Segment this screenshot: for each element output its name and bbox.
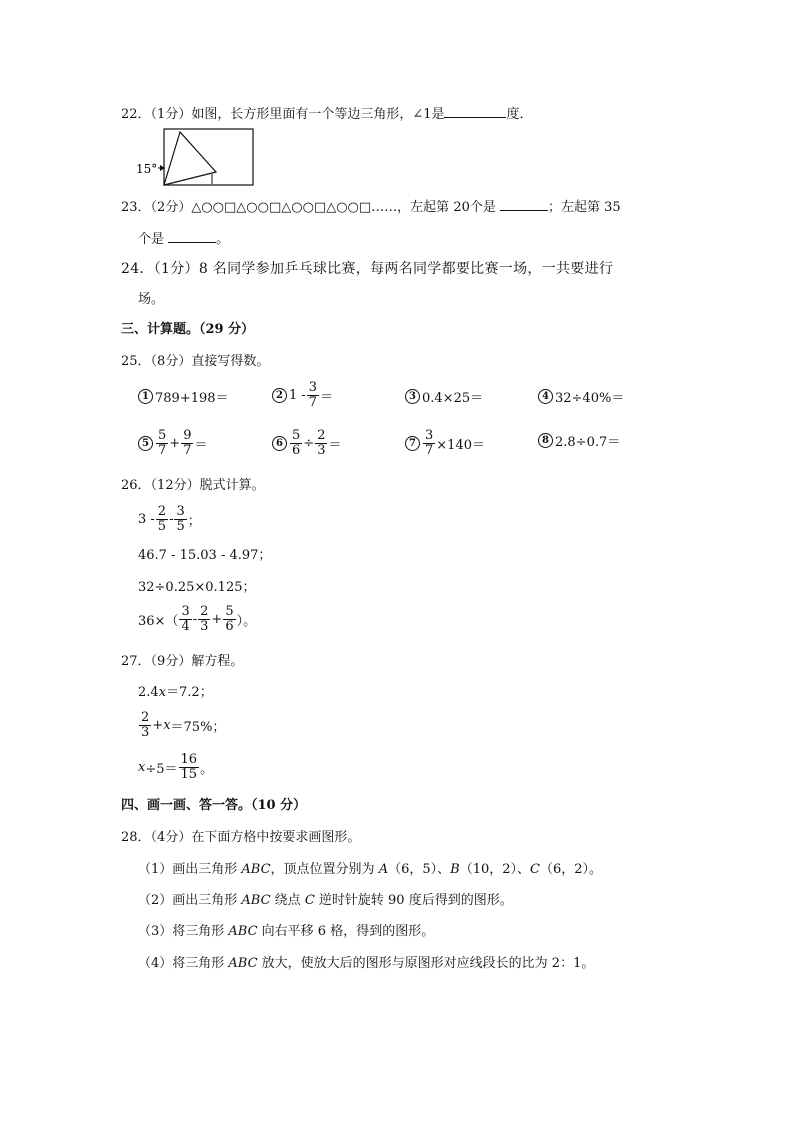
expression: 1 - xyxy=(289,388,306,403)
point-label: A xyxy=(378,862,389,877)
answer-blank[interactable] xyxy=(444,104,506,118)
item-number: 3 xyxy=(405,389,420,404)
denominator: 5 xyxy=(176,519,185,534)
punctuation: 。 xyxy=(200,762,214,777)
question-23 xyxy=(121,197,621,217)
equilateral-triangle xyxy=(164,132,216,185)
q26-expression-1 xyxy=(138,505,201,534)
triangle-name: ABC xyxy=(241,862,271,877)
q22-suffix: 度． xyxy=(506,107,533,122)
item-number: 5 xyxy=(138,436,153,451)
q26-expression-3: 32÷0.25×0.125； xyxy=(138,580,256,595)
numerator: 3 xyxy=(176,504,185,519)
section-heading-4: 四、画一画、答一答。（10 分） xyxy=(121,798,307,813)
operator: + xyxy=(152,718,164,733)
section-heading-3: 三、计算题。（29 分） xyxy=(121,322,255,337)
variable: x xyxy=(138,760,146,775)
numerator: 5 xyxy=(292,428,301,443)
q23-text-3: 个是 xyxy=(138,232,169,247)
denominator: 7 xyxy=(425,443,434,458)
expression: ×140＝ xyxy=(436,438,485,453)
q28-step-2 xyxy=(138,892,513,910)
numerator: 5 xyxy=(158,428,167,443)
calc-item-5 xyxy=(138,429,207,458)
text: 放大，使放大后的图形与原图形对应线段长的比为 2：1。 xyxy=(257,956,595,971)
operator: + xyxy=(169,436,181,451)
denominator: 7 xyxy=(158,443,167,458)
fraction xyxy=(179,605,191,634)
fraction xyxy=(174,505,186,534)
item-number: 7 xyxy=(405,436,420,451)
text: （6，5）、 xyxy=(388,862,451,877)
calc-item-8 xyxy=(538,429,620,451)
punctuation: ）。 xyxy=(236,614,257,629)
question-27-title: 27．（9分）解方程。 xyxy=(121,654,244,669)
item-number: 1 xyxy=(138,389,153,404)
question-25-title: 25．（8分）直接写得数。 xyxy=(121,354,270,369)
punctuation: ； xyxy=(187,514,201,529)
calc-item-6 xyxy=(272,429,341,458)
text: （2）画出三角形 xyxy=(138,893,242,908)
point-label: B xyxy=(450,862,460,877)
rectangle-triangle-figure xyxy=(136,128,256,188)
variable: x xyxy=(158,685,167,700)
angle-15-label: 15° xyxy=(136,162,158,176)
answer-blank[interactable] xyxy=(500,197,548,211)
fraction xyxy=(423,429,435,458)
triangle-name: ABC xyxy=(228,956,258,971)
calc-item-7 xyxy=(405,429,485,458)
text: （4）将三角形 xyxy=(138,956,229,971)
calc-item-1 xyxy=(138,385,229,407)
fraction xyxy=(179,753,200,782)
numerator: 5 xyxy=(225,604,234,619)
expression: 0.4×25＝ xyxy=(422,390,484,406)
calc-item-3 xyxy=(405,385,483,407)
rectangle xyxy=(164,129,253,185)
question-24: 24．（1分）8 名同学参加乒乓球比赛，每两名同学都要比赛一场，一共要进行 xyxy=(121,261,614,277)
denominator: 5 xyxy=(157,519,167,534)
text: ，顶点位置分别为 xyxy=(270,862,379,877)
q22-text: 22．（1分）如图，长方形里面有一个等边三角形，∠1是 xyxy=(121,107,445,122)
question-26-title: 26．（12分）脱式计算。 xyxy=(121,478,265,493)
q26-expression-2: 46.7 - 15.03 - 4.97； xyxy=(138,548,272,563)
item-number: 6 xyxy=(272,436,287,451)
q28-step-1 xyxy=(138,861,602,879)
denominator: 4 xyxy=(181,619,190,634)
operator: ÷ xyxy=(303,436,315,451)
denominator: 7 xyxy=(183,443,192,458)
fraction xyxy=(307,381,319,410)
numerator: 2 xyxy=(157,504,167,519)
expression: ＝75%； xyxy=(170,720,226,735)
triangle-name: ABC xyxy=(228,924,258,939)
text: 逆时针旋转 90 度后得到的图形。 xyxy=(314,893,513,908)
expression: 789+198＝ xyxy=(155,390,229,406)
denominator: 7 xyxy=(308,395,318,410)
fraction xyxy=(290,429,302,458)
q26-expression-4 xyxy=(138,605,256,634)
item-number: 8 xyxy=(538,433,553,448)
question-28-title: 28．（4分）在下面方格中按要求画图形。 xyxy=(121,830,361,845)
q28-step-3 xyxy=(138,923,434,941)
text: （1）画出三角形 xyxy=(138,862,242,877)
numerator: 9 xyxy=(183,428,192,443)
numerator: 3 xyxy=(425,428,434,443)
fraction xyxy=(181,429,193,458)
fraction xyxy=(315,429,327,458)
fraction xyxy=(223,605,235,634)
triangle-name: ABC xyxy=(241,893,271,908)
expression: 3 - xyxy=(138,512,155,527)
text: （6，2）。 xyxy=(539,862,603,877)
denominator: 6 xyxy=(225,619,234,634)
denominator: 3 xyxy=(141,725,150,740)
point-label: C xyxy=(304,893,315,908)
expression: ＝7.2； xyxy=(166,685,213,700)
item-number: 2 xyxy=(272,388,287,403)
q27-equation-1 xyxy=(138,684,213,702)
operator: - xyxy=(169,512,174,527)
question-24-cont: 场。 xyxy=(138,292,165,307)
equals: ＝ xyxy=(320,390,334,405)
q27-equation-2 xyxy=(138,711,225,740)
calc-item-2 xyxy=(272,381,333,410)
numerator: 16 xyxy=(180,752,198,767)
expression: 2.4 xyxy=(138,685,159,700)
equals: ＝ xyxy=(328,438,342,453)
q27-equation-3 xyxy=(138,753,213,782)
expression: 2.8÷0.7＝ xyxy=(555,434,621,450)
expression: 32÷40%＝ xyxy=(555,390,625,406)
q23-text: 23．（2分）△○○□△○○□△○○□△○○□……，左起第 20个是 xyxy=(121,200,500,215)
denominator: 6 xyxy=(292,443,301,458)
q28-step-4 xyxy=(138,955,594,973)
numerator: 3 xyxy=(181,604,190,619)
text: （10，2）、 xyxy=(459,862,531,877)
q23-text-4: 。 xyxy=(216,232,230,247)
question-23-cont xyxy=(138,229,229,249)
point-label: C xyxy=(530,862,540,877)
fraction xyxy=(156,429,168,458)
denominator: 3 xyxy=(317,443,326,458)
text: 向右平移 6 格，得到的图形。 xyxy=(257,924,435,939)
fraction xyxy=(139,711,151,740)
equals: ＝ xyxy=(194,438,208,453)
numerator: 2 xyxy=(200,604,209,619)
q23-text-2: ；左起第 35 xyxy=(548,200,621,215)
answer-blank[interactable] xyxy=(168,229,216,243)
operator: + xyxy=(211,612,223,627)
numerator: 2 xyxy=(141,710,150,725)
operator: - xyxy=(192,612,198,627)
numerator: 2 xyxy=(317,428,326,443)
expression: 36×（ xyxy=(138,614,179,629)
fraction xyxy=(198,605,210,634)
denominator: 3 xyxy=(200,619,209,634)
numerator: 3 xyxy=(308,380,318,395)
denominator: 15 xyxy=(180,767,198,782)
text: 绕点 xyxy=(270,893,305,908)
expression: ÷5＝ xyxy=(145,762,178,777)
question-22 xyxy=(121,104,533,124)
fraction xyxy=(156,505,168,534)
calc-item-4 xyxy=(538,385,624,407)
variable: x xyxy=(163,718,171,733)
text: （3）将三角形 xyxy=(138,924,229,939)
item-number: 4 xyxy=(538,389,553,404)
